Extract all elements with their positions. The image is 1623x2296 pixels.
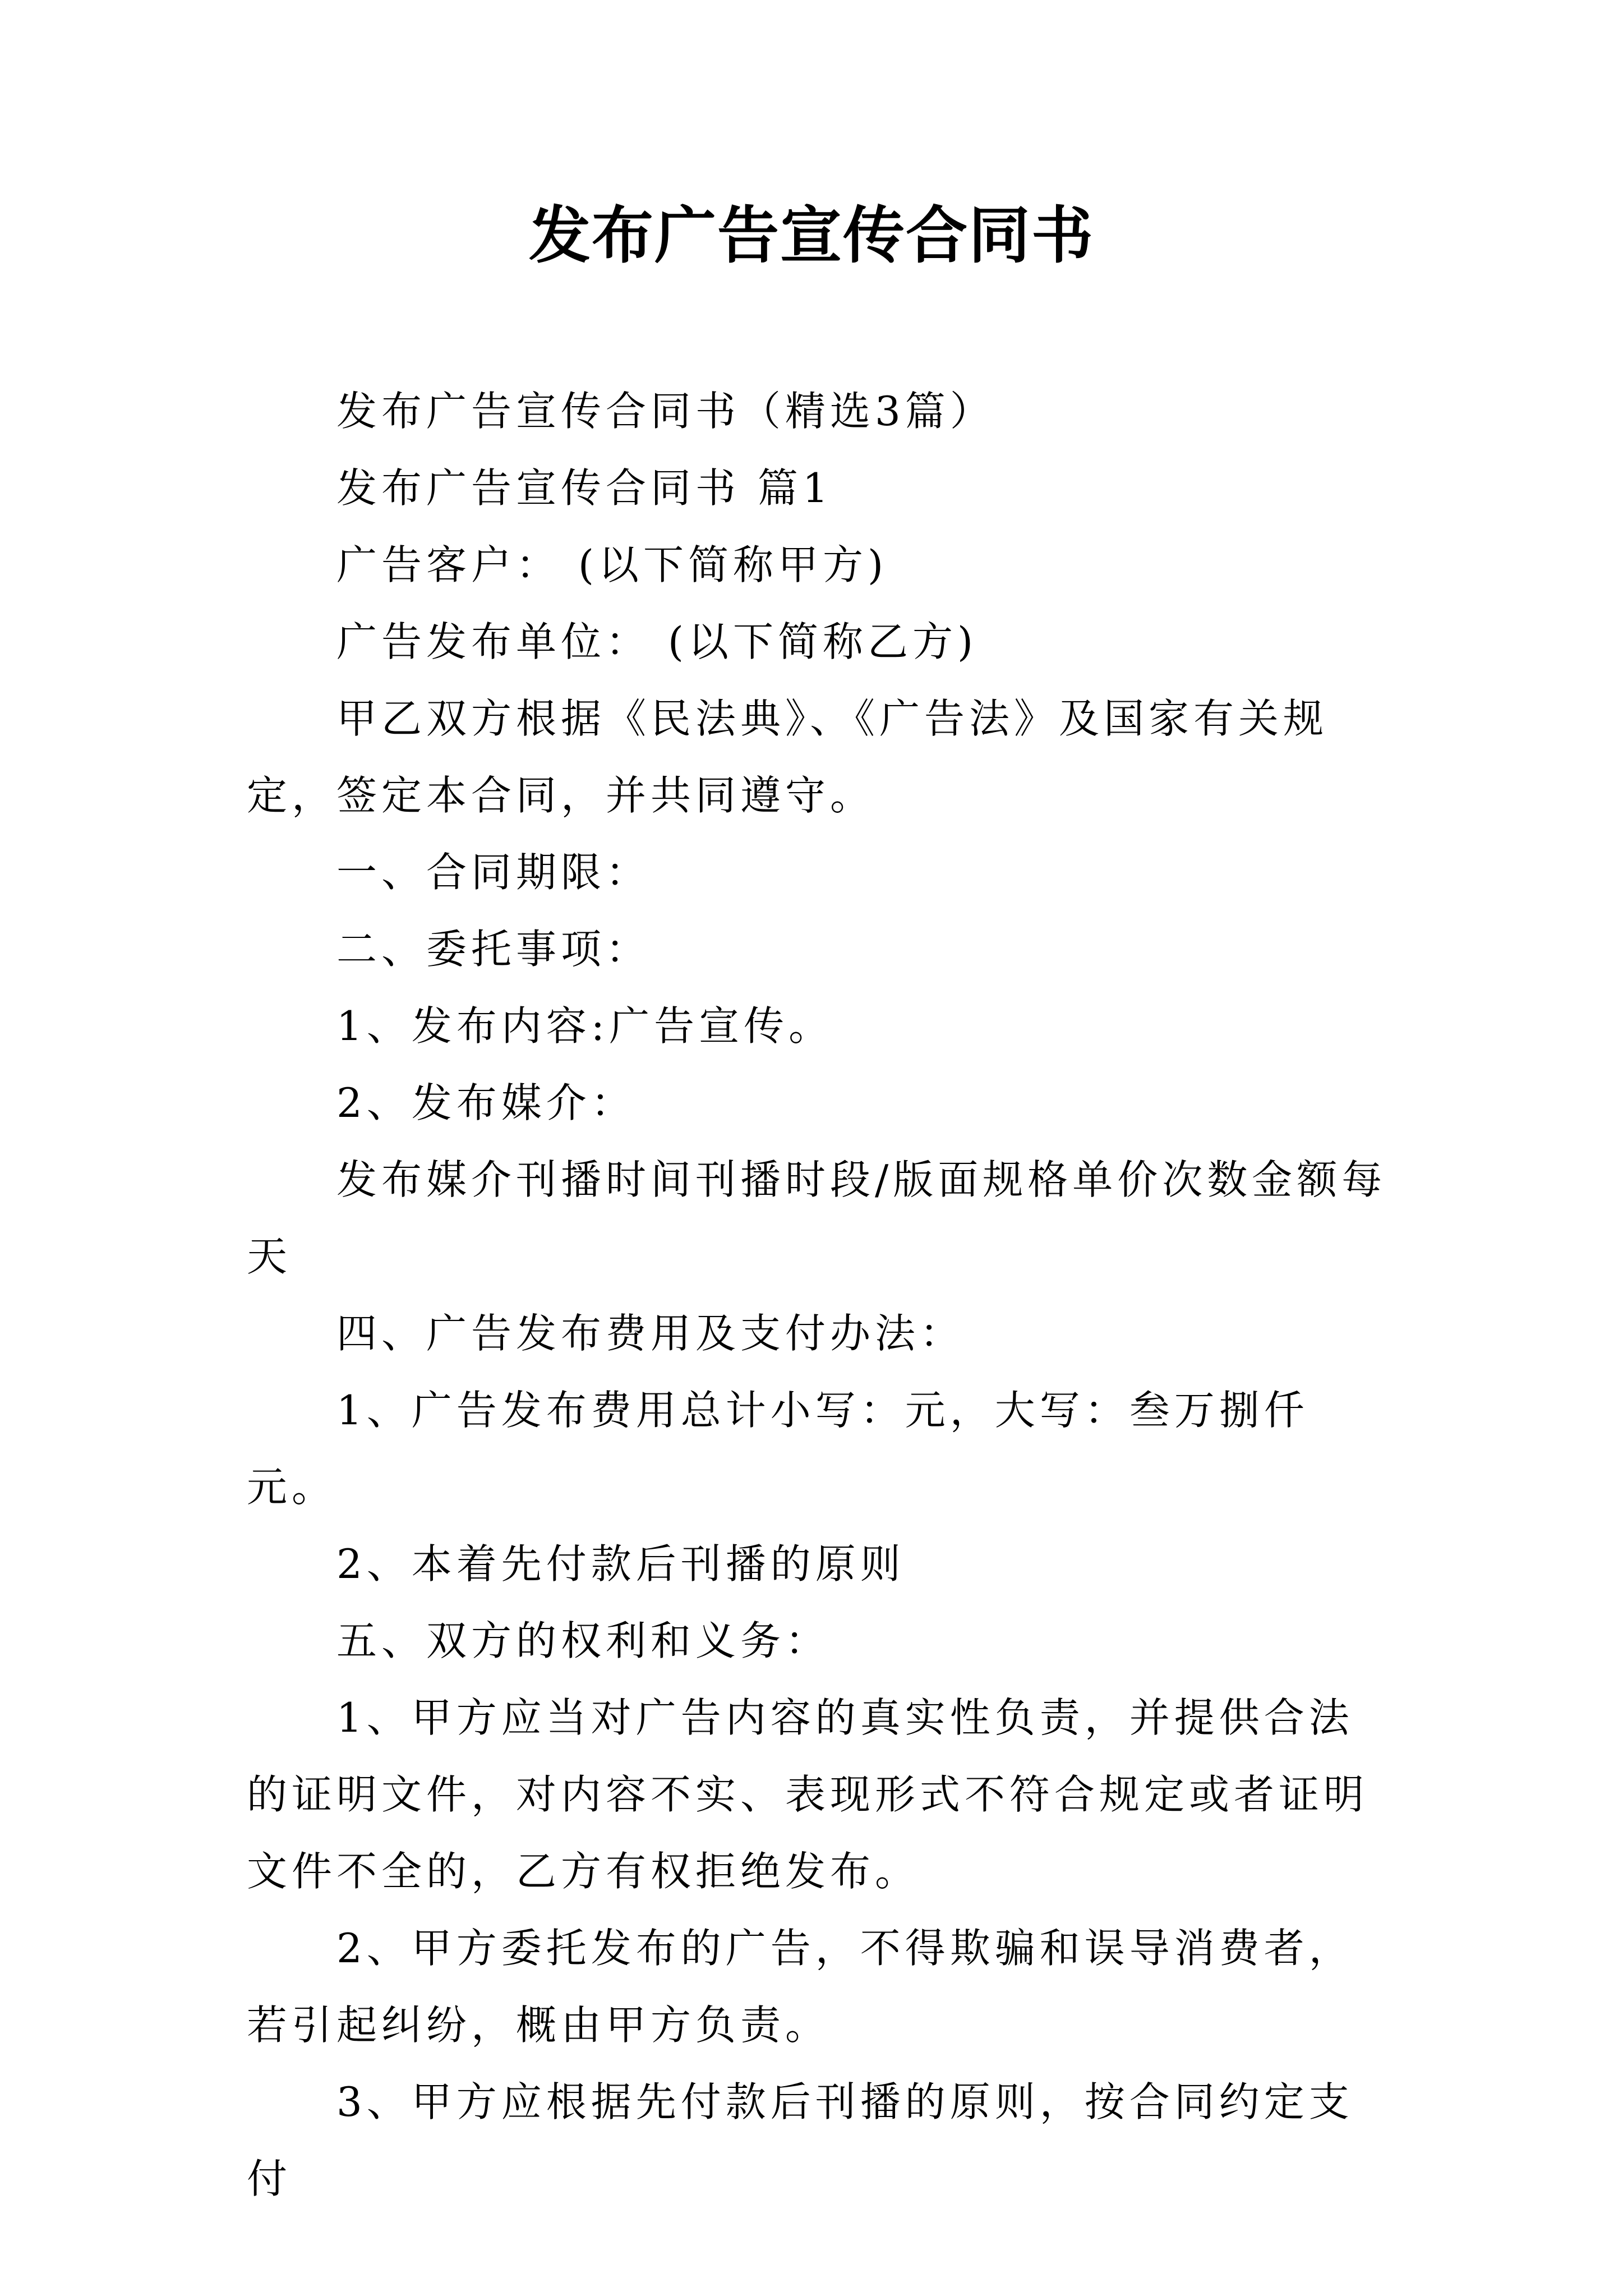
paragraph-section-rights: 五、双方的权利和义务： [336,1617,831,1664]
paragraph-fee-total: 1、广告发布费用总计小写：元，大写：叁万捌仟元。 [247,1387,1309,1511]
paragraph-right-1: 1、甲方应当对广告内容的真实性负责，并提供合法的证明文件，对内容不实、表现形式不符合规定或者证明文件不全的，乙方有权拒绝发布。 [247,1694,1369,1895]
paragraph-section-term: 一、合同期限： [336,849,651,896]
paragraph-section-fees: 四、广告发布费用及支付办法： [336,1310,965,1357]
paragraph-article-heading: 发布广告宣传合同书 篇1 [336,464,833,512]
document-title: 发布广告宣传合同书 [529,199,1094,272]
paragraph-right-3: 3、甲方应根据先付款后刊播的原则，按合同约定支付 [247,2078,1354,2202]
paragraph-right-2: 2、甲方委托发布的广告，不得欺骗和误导消费者，若引起纠纷，概由甲方负责。 [247,1925,1354,2049]
paragraph-content: 1、发布内容:广告宣传。 [336,1002,834,1050]
paragraph-preamble: 甲乙双方根据《民法典》、《广告法》及国家有关规定，签定本合同，并共同遵守。 [247,695,1329,819]
paragraph-party-b: 广告发布单位： (以下简称乙方) [336,618,978,665]
paragraph-party-a: 广告客户： (以下简称甲方) [336,541,888,588]
paragraph-section-entrustment: 二、委托事项： [336,926,651,973]
paragraph-prepayment: 2、本着先付款后刊播的原则 [336,1540,905,1588]
document-body [247,373,1391,2217]
paragraph-media-table-header: 发布媒介刊播时间刊播时段/版面规格单价次数金额每天 [247,1156,1387,1280]
paragraph-media: 2、发布媒介： [336,1079,636,1126]
paragraph-subtitle: 发布广告宣传合同书（精选3篇） [336,388,995,435]
